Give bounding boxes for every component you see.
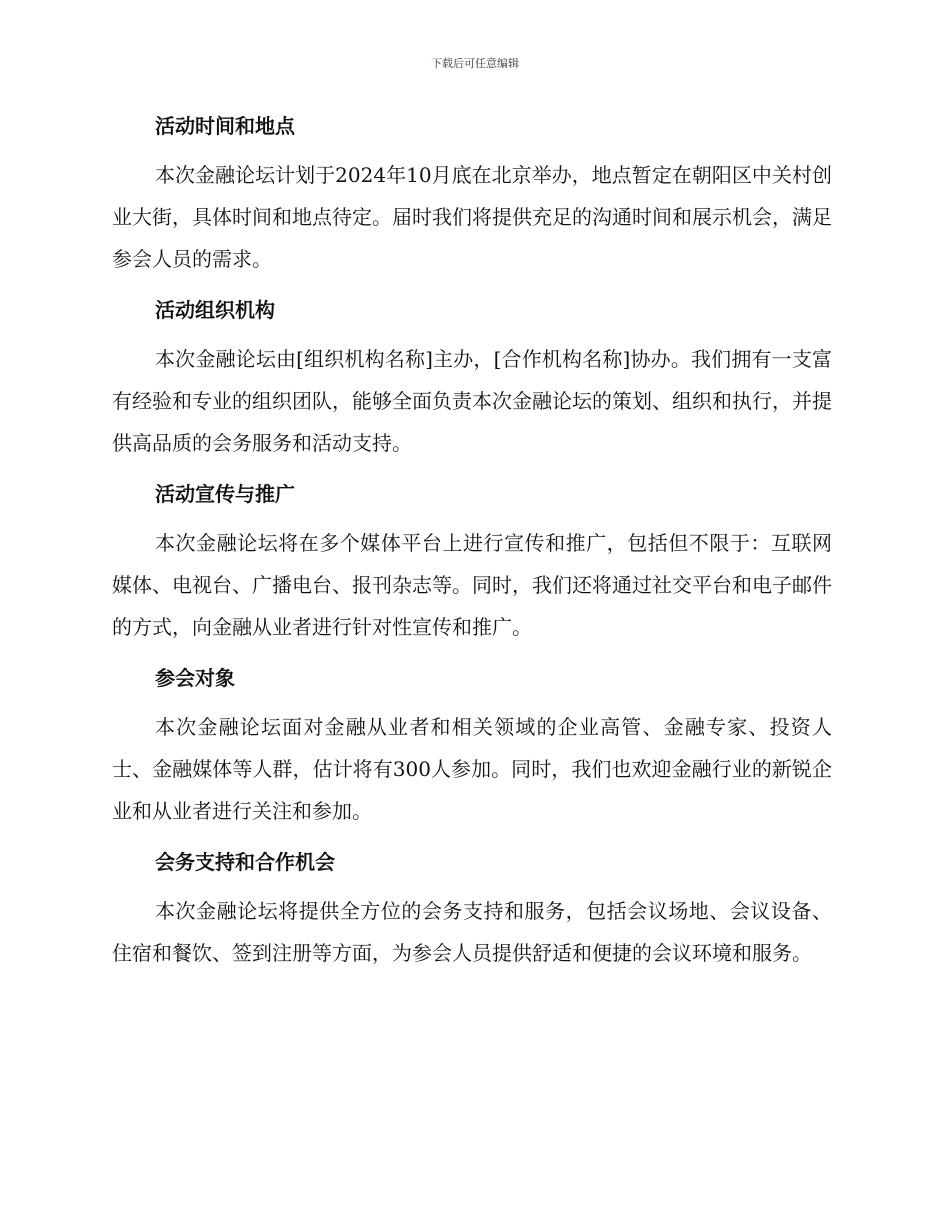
section-heading: 会务支持和合作机会	[155, 850, 335, 874]
section-promotion	[112, 476, 832, 648]
section-body: 本次金融论坛将在多个媒体平台上进行宣传和推广，包括但不限于：互联网媒体、电视台、广播电台、报刊杂志等。同时，我们还将通过社交平台和电子邮件的方式，向金融从业者进行针对性宣传和推广。	[112, 531, 832, 639]
section-heading: 参会对象	[155, 666, 235, 690]
section-organizers	[112, 292, 832, 464]
section-body: 本次金融论坛将提供全方位的会务支持和服务，包括会议场地、会议设备、住宿和餐饮、签到注册等方面，为参会人员提供舒适和便捷的会议环境和服务。	[112, 899, 832, 965]
section-heading: 活动时间和地点	[155, 114, 295, 138]
section-heading: 活动组织机构	[155, 298, 275, 322]
document-content	[112, 108, 832, 986]
section-body: 本次金融论坛面对金融从业者和相关领域的企业高管、金融专家、投资人士、金融媒体等人群，估计将有300人参加。同时，我们也欢迎金融行业的新锐企业和从业者进行关注和参加。	[112, 715, 832, 823]
section-attendees	[112, 660, 832, 832]
header-note: 下载后可任意编辑	[431, 57, 519, 70]
section-heading: 活动宣传与推广	[155, 482, 295, 506]
section-body: 本次金融论坛计划于2024年10月底在北京举办，地点暂定在朝阳区中关村创业大街，具体时间和地点待定。届时我们将提供充足的沟通时间和展示机会，满足参会人员的需求。	[112, 163, 832, 271]
section-time-location	[112, 108, 832, 280]
section-body: 本次金融论坛由[组织机构名称]主办，[合作机构名称]协办。我们拥有一支富有经验和专业的组织团队，能够全面负责本次金融论坛的策划、组织和执行，并提供高品质的会务服务和活动支持。	[112, 347, 832, 455]
section-support-cooperation	[112, 844, 832, 974]
